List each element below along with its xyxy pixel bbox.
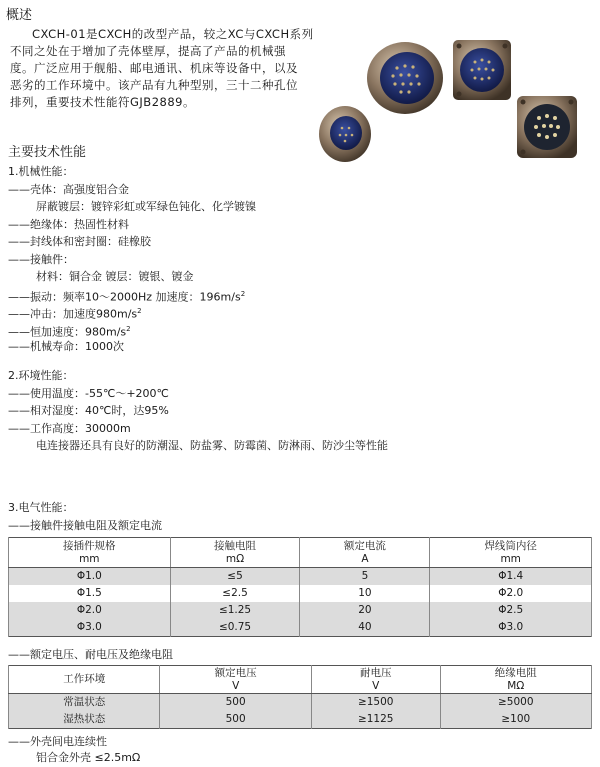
mechanical-section	[8, 163, 256, 356]
overview-paragraph	[10, 26, 314, 111]
table-header-cell	[300, 538, 430, 568]
table-cell: 湿热状态	[9, 711, 160, 729]
mechanical-heading: 1.机械性能：	[8, 165, 74, 178]
table-row	[9, 694, 592, 712]
mechanical-item: ——封线体和密封圈：硅橡胶	[8, 235, 151, 248]
table-header-cell	[430, 538, 592, 568]
environment-item: ——使用温度：-55℃～+200℃	[8, 386, 169, 400]
contact-resistance-table	[8, 537, 592, 637]
round-connector-small	[319, 106, 371, 162]
table-row	[9, 619, 592, 637]
table-header-cell	[9, 666, 160, 694]
header-label: 绝缘电阻	[494, 666, 537, 679]
table-cell: Φ3.0	[430, 619, 592, 637]
header-label: 接插件规格	[63, 539, 116, 552]
table-cell: Φ2.5	[430, 602, 592, 619]
main-title: 主要技术性能	[8, 145, 87, 160]
environment-item: 电连接器还具有良好的防潮湿、防盐雾、防霉菌、防淋雨、防沙尘等性能	[36, 439, 388, 452]
overview-line: 排列，重要技术性能符GJB2889。	[10, 95, 195, 109]
table-header-row	[9, 538, 592, 568]
overview-line: 不同之处在于增加了壳体壁厚，提高了产品的机械强	[10, 44, 286, 58]
header-label: 额定电流	[343, 539, 386, 552]
mechanical-item	[8, 321, 256, 339]
table-header-cell	[160, 666, 311, 694]
overview-line: CXCH-01是CXCH的改型产品，较之XC与CXCH系列	[32, 27, 314, 41]
superscript: 2	[137, 307, 142, 315]
table-cell: ≤5	[170, 568, 300, 586]
table-cell: ≥5000	[440, 694, 591, 712]
environment-item: ——工作高度：30000m	[8, 421, 131, 435]
voltage-insulation-table	[8, 665, 592, 729]
electrical-sub3: ——外壳间电连续性	[8, 735, 107, 748]
table-cell: ≤0.75	[170, 619, 300, 637]
table-row	[9, 711, 592, 729]
mechanical-item	[8, 303, 256, 321]
overview-line: 恶劣的工作环境中。该产品有九种型别，三十二种孔位	[10, 78, 298, 92]
header-unit: A	[361, 552, 369, 565]
table-header-cell	[9, 538, 171, 568]
table-cell: 20	[300, 602, 430, 619]
table-header-cell	[170, 538, 300, 568]
mechanical-item: 屏蔽镀层：镀锌彩虹或军绿色钝化、化学镀镍	[36, 200, 256, 213]
mechanical-item: ——绝缘体：热固性材料	[8, 217, 129, 231]
environment-item: ——相对湿度：40℃时，达95%	[8, 404, 169, 417]
mechanical-item: ——壳体：高强度铝合金	[8, 182, 129, 196]
table-row	[9, 602, 592, 619]
table-cell: Φ1.0	[9, 568, 171, 586]
table-cell: Φ1.5	[9, 585, 171, 602]
electrical-section	[8, 499, 162, 534]
table-cell: ≥1125	[311, 711, 440, 729]
electrical-sub2: ——额定电压、耐电压及绝缘电阻	[8, 648, 173, 661]
header-label: 额定电压	[214, 666, 257, 679]
header-unit: V	[372, 679, 380, 692]
mechanical-item: ——接触件：	[8, 252, 74, 266]
table-header-row	[9, 666, 592, 694]
table-cell: Φ1.4	[430, 568, 592, 586]
mechanical-item: ——机械寿命：1000次	[8, 340, 124, 353]
table-header-cell	[311, 666, 440, 694]
round-connector-large	[367, 42, 443, 114]
vibration-text: ——振动：频率10～2000Hz 加速度：196m/s	[8, 290, 241, 304]
header-unit: mΩ	[225, 552, 245, 565]
table-cell: 40	[300, 619, 430, 637]
table-cell: Φ3.0	[9, 619, 171, 637]
electrical-sub2-wrap	[8, 646, 173, 664]
superscript: 2	[126, 324, 131, 333]
table-row	[9, 568, 592, 586]
table-cell: 10	[300, 585, 430, 602]
acceleration-text: ——恒加速度：980m/s	[8, 325, 127, 339]
electrical-sub1: ——接触件接触电阻及额定电流	[8, 518, 162, 532]
overview-title: 概述	[6, 8, 33, 23]
header-label: 工作环境	[63, 673, 106, 685]
table-cell: 500	[160, 694, 311, 712]
table-cell: Φ2.0	[9, 602, 171, 619]
square-connector	[453, 40, 511, 100]
electrical-heading: 3.电气性能：	[8, 501, 74, 514]
table-cell: ≤2.5	[170, 585, 300, 602]
header-unit: mm	[79, 552, 100, 565]
header-label: 焊线筒内径	[484, 539, 537, 552]
electrical-sub3-value: 铝合金外壳 ≤2.5mΩ	[36, 751, 141, 764]
environment-heading: 2.环境性能：	[8, 369, 74, 382]
header-unit: MΩ	[507, 679, 525, 692]
header-label: 接触电阻	[214, 539, 257, 552]
table-header-cell	[440, 666, 591, 694]
header-unit: V	[232, 679, 240, 692]
pin-connector	[517, 96, 577, 158]
table-cell: Φ2.0	[430, 585, 592, 602]
environment-section	[8, 367, 388, 455]
table-row	[9, 585, 592, 602]
header-unit: mm	[500, 552, 521, 565]
shock-text: ——冲击：加速度980m/s	[8, 307, 138, 321]
table-cell: 常温状态	[9, 694, 160, 712]
header-label: 耐电压	[359, 666, 392, 679]
superscript: 2	[240, 289, 246, 298]
table-cell: ≥1500	[311, 694, 440, 712]
overview-line: 度。广泛应用于舰船、邮电通讯、机床等设备中，以及	[10, 61, 298, 75]
connector-photo	[315, 36, 600, 170]
table-cell: 5	[300, 568, 430, 586]
mechanical-item	[8, 286, 256, 304]
electrical-sub3-wrap	[8, 734, 140, 766]
mechanical-item: 材料：铜合金 镀层：镀银、镀金	[36, 270, 194, 283]
table-cell: 500	[160, 711, 311, 729]
table-cell: ≥100	[440, 711, 591, 729]
table-cell: ≤1.25	[170, 602, 300, 619]
